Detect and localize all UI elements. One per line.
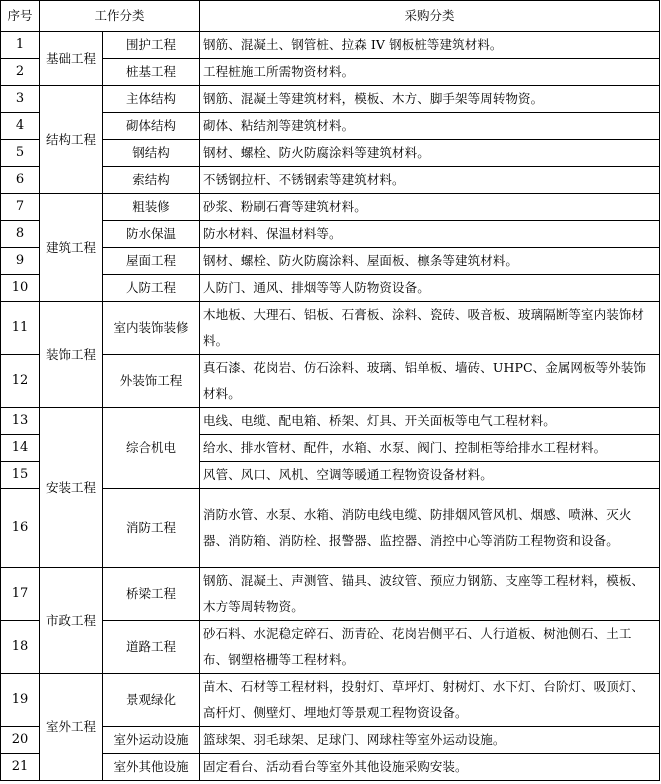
- header-no: 序号: [1, 1, 40, 32]
- header-row: [1, 1, 660, 32]
- items-text: 给水、排水管材、配件，水箱、水泵、阀门、控制柜等给排水工程材料。: [200, 435, 660, 462]
- row-no: 10: [1, 275, 40, 302]
- sub-label: 外装饰工程: [103, 355, 200, 408]
- group-label: 室外工程: [40, 674, 103, 781]
- group-label: 结构工程: [40, 86, 103, 194]
- items-text: 砂石料、水泥稳定碎石、沥青砼、花岗岩侧平石、人行道板、树池侧石、土工布、钢塑格栅等工程材料。: [200, 621, 660, 674]
- sub-label: 钢结构: [103, 140, 200, 167]
- row-no: 13: [1, 408, 40, 435]
- items-text: 真石漆、花岗岩、仿石涂料、玻璃、铝单板、墙砖、UHPC、金属网板等外装饰材料。: [200, 355, 660, 408]
- row-no: 19: [1, 674, 40, 727]
- group-label: 装饰工程: [40, 302, 103, 408]
- items-text: 消防水管、水泵、水箱、消防电线电缆、防排烟风管风机、烟感、喷淋、灭火器、消防箱、消防栓、报警器、监控器、消控中心等消防工程物资和设备。: [200, 489, 660, 568]
- sub-label: 道路工程: [103, 621, 200, 674]
- table-row: [1, 568, 660, 621]
- items-text: 电线、电缆、配电箱、桥架、灯具、开关面板等电气工程材料。: [200, 408, 660, 435]
- group-label: 安装工程: [40, 408, 103, 568]
- sub-label: 围护工程: [103, 32, 200, 59]
- table-row: [1, 408, 660, 435]
- sub-label: 景观绿化: [103, 674, 200, 727]
- sub-label: 防水保温: [103, 221, 200, 248]
- items-text: 钢筋、混凝土等建筑材料，模板、木方、脚手架等周转物资。: [200, 86, 660, 113]
- items-text: 砂浆、粉刷石膏等建筑材料。: [200, 194, 660, 221]
- table-row: [1, 32, 660, 59]
- row-no: 11: [1, 302, 40, 355]
- row-no: 17: [1, 568, 40, 621]
- row-no: 21: [1, 754, 40, 781]
- items-text: 篮球架、羽毛球架、足球门、网球柱等室外运动设施。: [200, 727, 660, 754]
- sub-label: 人防工程: [103, 275, 200, 302]
- sub-label: 室外其他设施: [103, 754, 200, 781]
- sub-label: 索结构: [103, 167, 200, 194]
- row-no: 20: [1, 727, 40, 754]
- group-label: 基础工程: [40, 32, 103, 86]
- items-text: 钢材、螺栓、防火防腐涂料、屋面板、檩条等建筑材料。: [200, 248, 660, 275]
- row-no: 3: [1, 86, 40, 113]
- header-items: 采购分类: [200, 1, 660, 32]
- row-no: 5: [1, 140, 40, 167]
- items-text: 固定看台、活动看台等室外其他设施采购安装。: [200, 754, 660, 781]
- table-row: [1, 194, 660, 221]
- items-text: 钢材、螺栓、防火防腐涂料等建筑材料。: [200, 140, 660, 167]
- row-no: 2: [1, 59, 40, 86]
- group-label: 市政工程: [40, 568, 103, 674]
- items-text: 工程桩施工所需物资材料。: [200, 59, 660, 86]
- sub-label: 砌体结构: [103, 113, 200, 140]
- table-row: [1, 302, 660, 355]
- row-no: 6: [1, 167, 40, 194]
- items-text: 人防门、通风、排烟等等人防物资设备。: [200, 275, 660, 302]
- items-text: 钢筋、混凝土、声测管、锚具、波纹管、预应力钢筋、支座等工程材料，模板、木方等周转物资。: [200, 568, 660, 621]
- row-no: 16: [1, 489, 40, 568]
- sub-label: 室外运动设施: [103, 727, 200, 754]
- sub-label: 综合机电: [103, 408, 200, 489]
- sub-label: 桥梁工程: [103, 568, 200, 621]
- sub-label: 消防工程: [103, 489, 200, 568]
- row-no: 18: [1, 621, 40, 674]
- items-text: 不锈钢拉杆、不锈钢索等建筑材料。: [200, 167, 660, 194]
- items-text: 钢筋、混凝土、钢管桩、拉森 IV 钢板桩等建筑材料。: [200, 32, 660, 59]
- row-no: 14: [1, 435, 40, 462]
- row-no: 4: [1, 113, 40, 140]
- items-text: 风管、风口、风机、空调等暖通工程物资设备材料。: [200, 462, 660, 489]
- items-text: 苗木、石材等工程材料，投射灯、草坪灯、射树灯、水下灯、台阶灯、吸顶灯、高杆灯、侧壁灯、埋地灯等景观工程物资设备。: [200, 674, 660, 727]
- sub-label: 桩基工程: [103, 59, 200, 86]
- sub-label: 主体结构: [103, 86, 200, 113]
- row-no: 12: [1, 355, 40, 408]
- items-text: 砌体、粘结剂等建筑材料。: [200, 113, 660, 140]
- row-no: 1: [1, 32, 40, 59]
- table-row: [1, 674, 660, 727]
- sub-label: 粗装修: [103, 194, 200, 221]
- table-row: [1, 86, 660, 113]
- items-text: 木地板、大理石、铝板、石膏板、涂料、瓷砖、吸音板、玻璃隔断等室内装饰材料。: [200, 302, 660, 355]
- group-label: 建筑工程: [40, 194, 103, 302]
- header-category: 工作分类: [40, 1, 200, 32]
- row-no: 7: [1, 194, 40, 221]
- row-no: 9: [1, 248, 40, 275]
- items-text: 防水材料、保温材料等。: [200, 221, 660, 248]
- sub-label: 室内装饰装修: [103, 302, 200, 355]
- sub-label: 屋面工程: [103, 248, 200, 275]
- row-no: 15: [1, 462, 40, 489]
- row-no: 8: [1, 221, 40, 248]
